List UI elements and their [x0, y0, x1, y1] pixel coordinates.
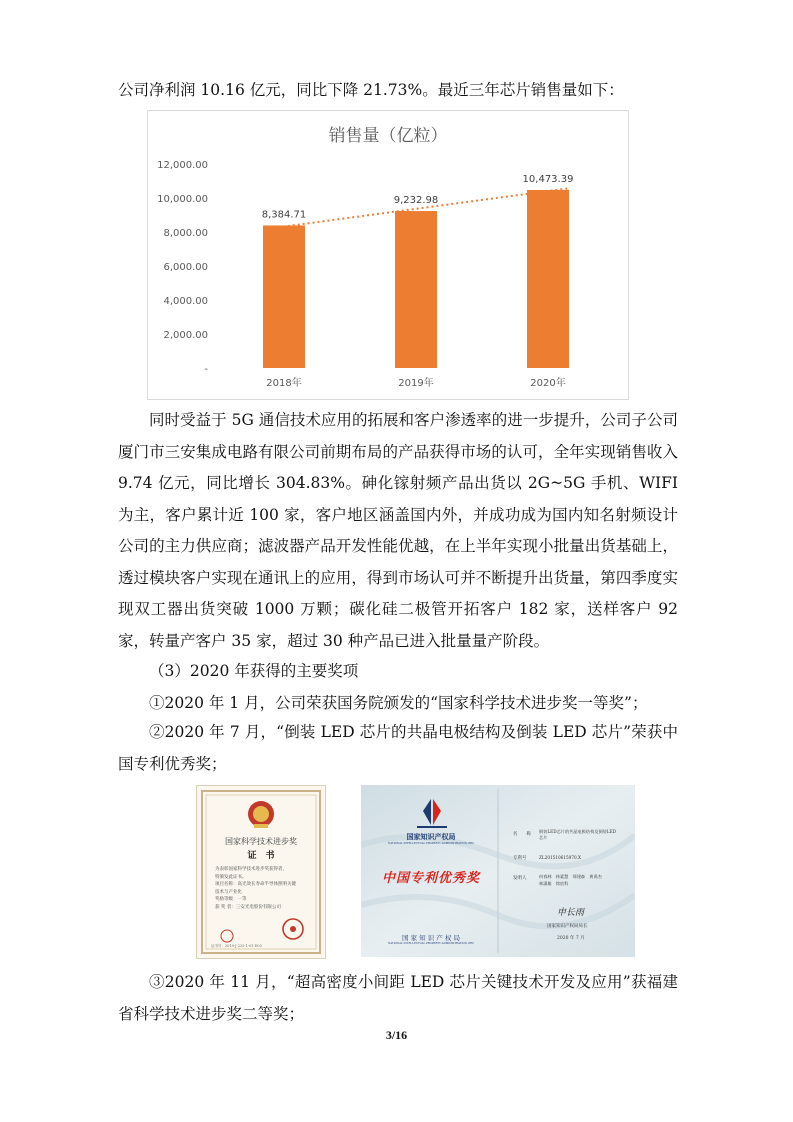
patent-award-title: 中国专利优秀奖 — [381, 871, 480, 886]
bar-2018年 — [263, 225, 305, 368]
x-tick-label: 2019年 — [398, 378, 434, 389]
y-tick-label: 12,000.00 — [157, 160, 208, 171]
patent-inventor-value: 何春林 林素慧 郑建森 黄禹杰 林潇雄 徐宸科 — [539, 874, 607, 886]
chart-title: 销售量（亿粒） — [328, 126, 448, 146]
patent-office-english: NATIONAL INTELLECTUAL PROPERTY ADMINISTRATION, PRC — [387, 842, 475, 845]
y-tick-label: 10,000.00 — [157, 194, 208, 205]
y-tick-label: 6,000.00 — [163, 262, 208, 273]
patent-bottom-org-english: NATIONAL INTELLECTUAL PROPERTY ADMINISTRATION, PRC — [387, 942, 475, 945]
bar-2019年 — [395, 211, 437, 368]
patent-name-label: 名 称 — [513, 832, 531, 837]
data-label: 10,473.39 — [522, 173, 574, 185]
cert-body — [215, 866, 311, 911]
award-item-3: ③2020 年 11 月，“超高密度小间距 LED 芯片关键技术开发及应用”获福建省科学技术进步奖二等奖； — [118, 973, 678, 1023]
y-tick-label: - — [204, 364, 208, 375]
y-tick-label: 4,000.00 — [163, 296, 208, 307]
intro-line: 公司净利润 10.16 亿元，同比下降 21.73%。最近三年芯片销售量如下： — [118, 81, 624, 99]
y-tick-label: 8,000.00 — [163, 228, 208, 239]
x-tick-label: 2020年 — [530, 378, 566, 389]
patent-name-value: 倒装LED芯片的共晶电极结构及倒装LED芯片 — [539, 829, 617, 840]
award-item-1: ①2020 年 1 月，公司荣获国务院颁发的“国家科学技术进步奖一等奖”； — [149, 694, 648, 712]
red-seal-icon — [283, 919, 303, 939]
bar-2020年 — [527, 190, 569, 368]
patent-inventor-label: 发明人 — [513, 876, 527, 881]
cert-body-line: 为表彰国家科学技术进步奖获得者， — [215, 867, 287, 872]
page-number: 3/16 — [385, 1028, 408, 1042]
science-award-certificate — [196, 785, 326, 959]
x-tick-label: 2018年 — [266, 378, 302, 389]
cert-body-line: 技术与产业化 — [215, 889, 242, 895]
national-emblem-icon — [248, 801, 274, 828]
section-heading-awards: （3）2020 年获得的主要奖项 — [149, 662, 359, 680]
patent-issuer: 国家知识产权局局长 — [547, 924, 588, 929]
award-item-2: ②2020 年 7 月，“倒装 LED 芯片的共晶电极结构及倒装 LED 芯片”荣获中国专利优秀奖； — [118, 723, 678, 773]
patent-number-value: ZL201510615970.X — [539, 855, 581, 860]
data-label: 9,232.98 — [393, 195, 439, 207]
sales-chart — [147, 110, 629, 400]
patent-signature: 申长雨 — [557, 908, 585, 918]
patent-number-label: 专利号 — [513, 856, 527, 861]
patent-bottom-org: 国 家 知 识 产 权 局 — [402, 934, 460, 942]
patent-date: 2020 年 7 月 — [557, 936, 585, 941]
data-label: 8,384.71 — [261, 209, 307, 221]
cert-body-line: 获 奖 者：三安光电股份有限公司 — [215, 904, 281, 910]
cert-subtitle: 证 书 — [247, 851, 275, 861]
patent-office-name: 国家知识产权局 — [406, 832, 456, 841]
cert-body-line: 特颁发此证书。 — [215, 874, 247, 880]
cert-title: 国家科学技术进步奖 — [225, 837, 297, 846]
cert-footer: 证书号：2019-J-233-1-01-D03 — [211, 944, 262, 948]
y-tick-label: 2,000.00 — [163, 330, 208, 341]
patent-award-certificate — [361, 785, 635, 957]
chart-canvas — [148, 111, 628, 399]
paragraph-5g-business: 同时受益于 5G 通信技术应用的拓展和客户渗透率的进一步提升，公司子公司厦门市三安集成电路有限公司前期布局的产品获得市场的认可，全年实现销售收入 9.74 亿元，同比增长 304.83%。砷化镓射频产品出货以 2G~5G 手机、WIFI 为主，客户累计近 100 家，客户地区涵盖国内外，并成功成为国内知名射频设计公司的主力供应商；滤波器产品开发性能优越，在上半年实现小批量出货基础上，透过模块客户实现在通讯上的应用，得到市场认可并不断提升出货量，第四季度实现双工器出货突破 1000 万颗；碳化硅二极管开拓客户 182 家，送样客户 92 家，转量产客户 35 家，超过 30 种产品已进入批量量产阶段。 — [118, 411, 678, 650]
cert-body-line: 奖励等级：一等 — [215, 897, 247, 902]
cert-body-line: 项目名称：高光效长寿命半导体照明关键 — [215, 882, 296, 887]
stamp-small-icon — [221, 930, 233, 942]
